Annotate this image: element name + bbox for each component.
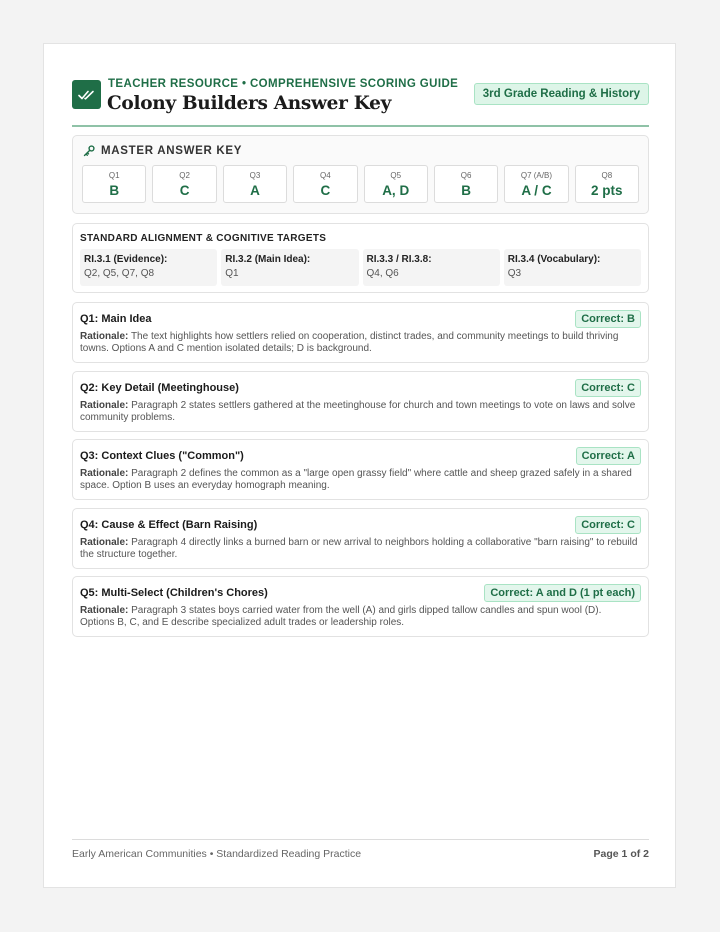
correct-answer-badge: Correct: A (576, 447, 641, 465)
answer-key-heading (83, 145, 242, 157)
alignment-standard: RI.3.1 (Evidence): (84, 254, 168, 265)
alignment-cell (504, 249, 641, 286)
correct-answer-badge: Correct: A and D (1 pt each) (484, 584, 641, 602)
answer-key-answer: C (179, 183, 190, 198)
standard-alignment (72, 223, 649, 293)
question-rationale (80, 400, 638, 424)
correct-answer-badge: Correct: C (575, 516, 641, 534)
answer-key-question: Q4 (319, 171, 331, 180)
master-answer-key (72, 135, 649, 214)
alignment-questions: Q4, Q6 (366, 268, 399, 279)
answer-key-question: Q2 (179, 171, 190, 180)
header-divider (72, 125, 649, 127)
page-number: Page 1 of 2 (593, 848, 649, 860)
rationale-label: Rationale: (80, 400, 129, 411)
footer-series-label: Early American Communities • Standardized Reading Practice (72, 848, 362, 860)
answer-key-answer: A, D (382, 183, 410, 198)
alignment-standard: RI.3.3 / RI.3.8: (366, 254, 432, 265)
alignment-questions: Q1 (225, 268, 239, 279)
alignment-cell (80, 249, 217, 286)
question-card-q5 (72, 576, 649, 637)
question-title: Q4: Cause & Effect (Barn Raising) (80, 519, 258, 531)
answer-key-answer: A (250, 183, 260, 198)
page-header (72, 78, 649, 126)
alignment-questions: Q2, Q5, Q7, Q8 (84, 268, 155, 279)
answer-key-question: Q1 (108, 171, 120, 180)
grade-badge: 3rd Grade Reading & History (474, 83, 649, 105)
answer-key-answer: B (109, 183, 120, 198)
answer-key-answer: 2 pts (591, 183, 623, 198)
rationale-label: Rationale: (80, 331, 129, 342)
answer-key-question: Q3 (249, 171, 261, 180)
alignment-standard: RI.3.4 (Vocabulary): (507, 254, 601, 265)
answer-key-cell (223, 165, 287, 203)
answer-key-cell (575, 165, 639, 203)
answer-key-answer: A / C (521, 183, 552, 198)
rationale-text: Paragraph 4 directly links a burned barn or new arrival to neighbors holding a collaborative "barn raising" to rebuild the structure together. (80, 537, 638, 560)
answer-key-page (43, 43, 676, 888)
answer-key-question: Q7 (A/B) (520, 171, 552, 180)
alignment-questions: Q3 (507, 268, 522, 279)
correct-answer-badge: Correct: B (575, 310, 641, 328)
alignment-standard: RI.3.2 (Main Idea): (225, 254, 311, 265)
question-title: Q5: Multi-Select (Children's Chores) (80, 587, 268, 599)
answer-key-cell (152, 165, 216, 203)
answer-key-heading-label: MASTER ANSWER KEY (101, 145, 243, 157)
answer-key-answer: B (461, 183, 471, 198)
key-icon (83, 145, 95, 157)
rationale-label: Rationale: (80, 468, 129, 479)
question-title: Q1: Main Idea (80, 313, 152, 325)
alignment-cell (363, 249, 500, 286)
question-card-q4 (72, 508, 649, 569)
answer-key-question: Q5 (390, 171, 402, 180)
rationale-text: Paragraph 2 states settlers gathered at the meetinghouse for church and town meetings to vote on laws and solve community problems. (80, 400, 636, 423)
question-card-q1 (72, 302, 649, 363)
rationale-text: The text highlights how settlers relied on cooperation, distinct trades, and community meetings to build thriving towns. Options A and C mention isolated details; D is background. (80, 331, 619, 354)
question-rationale (80, 537, 638, 561)
page-title: Colony Builders Answer Key (107, 93, 392, 114)
answer-key-question: Q6 (460, 171, 472, 180)
answer-key-grid (82, 165, 639, 203)
correct-answer-badge: Correct: C (575, 379, 641, 397)
alignment-cell (221, 249, 358, 286)
alignment-heading: STANDARD ALIGNMENT & COGNITIVE TARGETS (80, 233, 327, 244)
resource-eyebrow: TEACHER RESOURCE • COMPREHENSIVE SCORING GUIDE (108, 78, 459, 90)
question-rationale (80, 605, 638, 629)
rationale-text: Paragraph 2 defines the common as a "large open grassy field" where cattle and sheep grazed safely in a shared space. Option B uses an everyday homograph meaning. (80, 468, 632, 491)
answer-key-cell (434, 165, 498, 203)
answer-key-cell (504, 165, 568, 203)
answer-key-cell (293, 165, 357, 203)
question-rationale (80, 468, 638, 492)
rationale-text: Paragraph 3 states boys carried water from the well (A) and girls dipped tallow candles and spun wool (D). Options B, C, and E describe specialized adult trades or leadership roles. (80, 605, 602, 628)
answer-key-cell (82, 165, 146, 203)
answer-key-cell (364, 165, 428, 203)
question-title: Q2: Key Detail (Meetinghouse) (80, 382, 239, 394)
alignment-grid (80, 249, 641, 286)
answer-key-question: Q8 (601, 171, 613, 180)
rationale-label: Rationale: (80, 605, 129, 616)
question-card-q2 (72, 371, 649, 432)
question-rationale (80, 331, 638, 355)
rationale-label: Rationale: (80, 537, 129, 548)
question-title: Q3: Context Clues ("Common") (80, 450, 244, 462)
question-card-q3 (72, 439, 649, 500)
answer-key-answer: C (320, 183, 331, 198)
double-check-icon (72, 80, 101, 109)
footer-divider (72, 839, 649, 840)
